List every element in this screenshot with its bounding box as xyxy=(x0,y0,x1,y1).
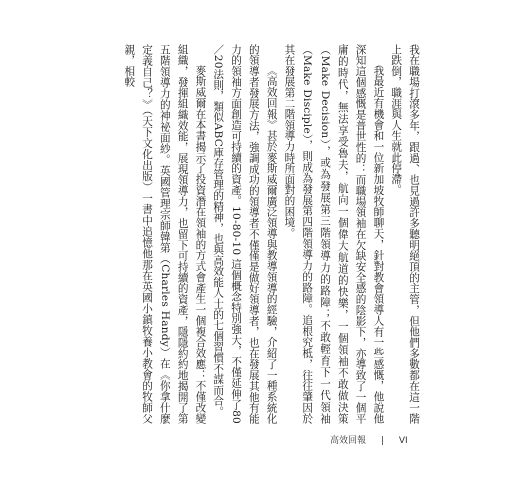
paragraph: 我在職場打滾多年，跟過、也見過許多聽明絕頂的主管，但他們多數都在這一階上跌倒，職涯與人生就此停滯。 xyxy=(390,44,420,424)
page-footer xyxy=(330,433,408,446)
body-text xyxy=(22,44,422,424)
footer-separator: | xyxy=(380,436,384,446)
paragraph: 麥斯威爾在本書揭示了投資潛在領袖的方式會產生一個複合效應：不僅改變組織，發揮組織效能，展現領導力，也留下可持續的資產，隱隱約約地揭開了第五階領導力的神祕面紗。英國管理宗師韓第（Charles Handy）在《你拿什麼定義自己？》（天下文化出版）一書中追憶他那在英國小鎮牧養小教會的牧師父親，相較 xyxy=(123,44,207,424)
page-number: VI xyxy=(398,436,408,446)
running-title: 高效回報 xyxy=(330,436,367,446)
paragraph: 我最近有機會和一位新加坡牧師聊天，針對教會領導人有一些感慨，他說他深知這個感慨是普世性的：而職場領袖在欠缺安全感的陰影下，亦導致了一個平庸的時代，無法享受魯夫，航向一個偉大航道的快樂，一個領袖不敢做決策（Make Decision），或為發展第三階領導力的路障；不敢輕育下一代領袖（Make Disciple），則成為發展第四階領導力的路障。追根究柢，往往肇因於其在發展第二階領導力時所面對的困境。 xyxy=(283,44,385,424)
paragraph: 《高效回報》甚於麥斯威爾廣泛領導與教導領導的經驗，介紹了一種系統化的領導者發展方法，強調成功的領導者不僅僅是做好領導者，也在發展其他有能力的領袖方面創造可持續的資產。10-80-10 這個概念特別強大，不僅延伸了80／20法則，類似ABC庫存管理的精神，也與高效能人士的七個習慣不謀而合。 xyxy=(212,44,278,424)
